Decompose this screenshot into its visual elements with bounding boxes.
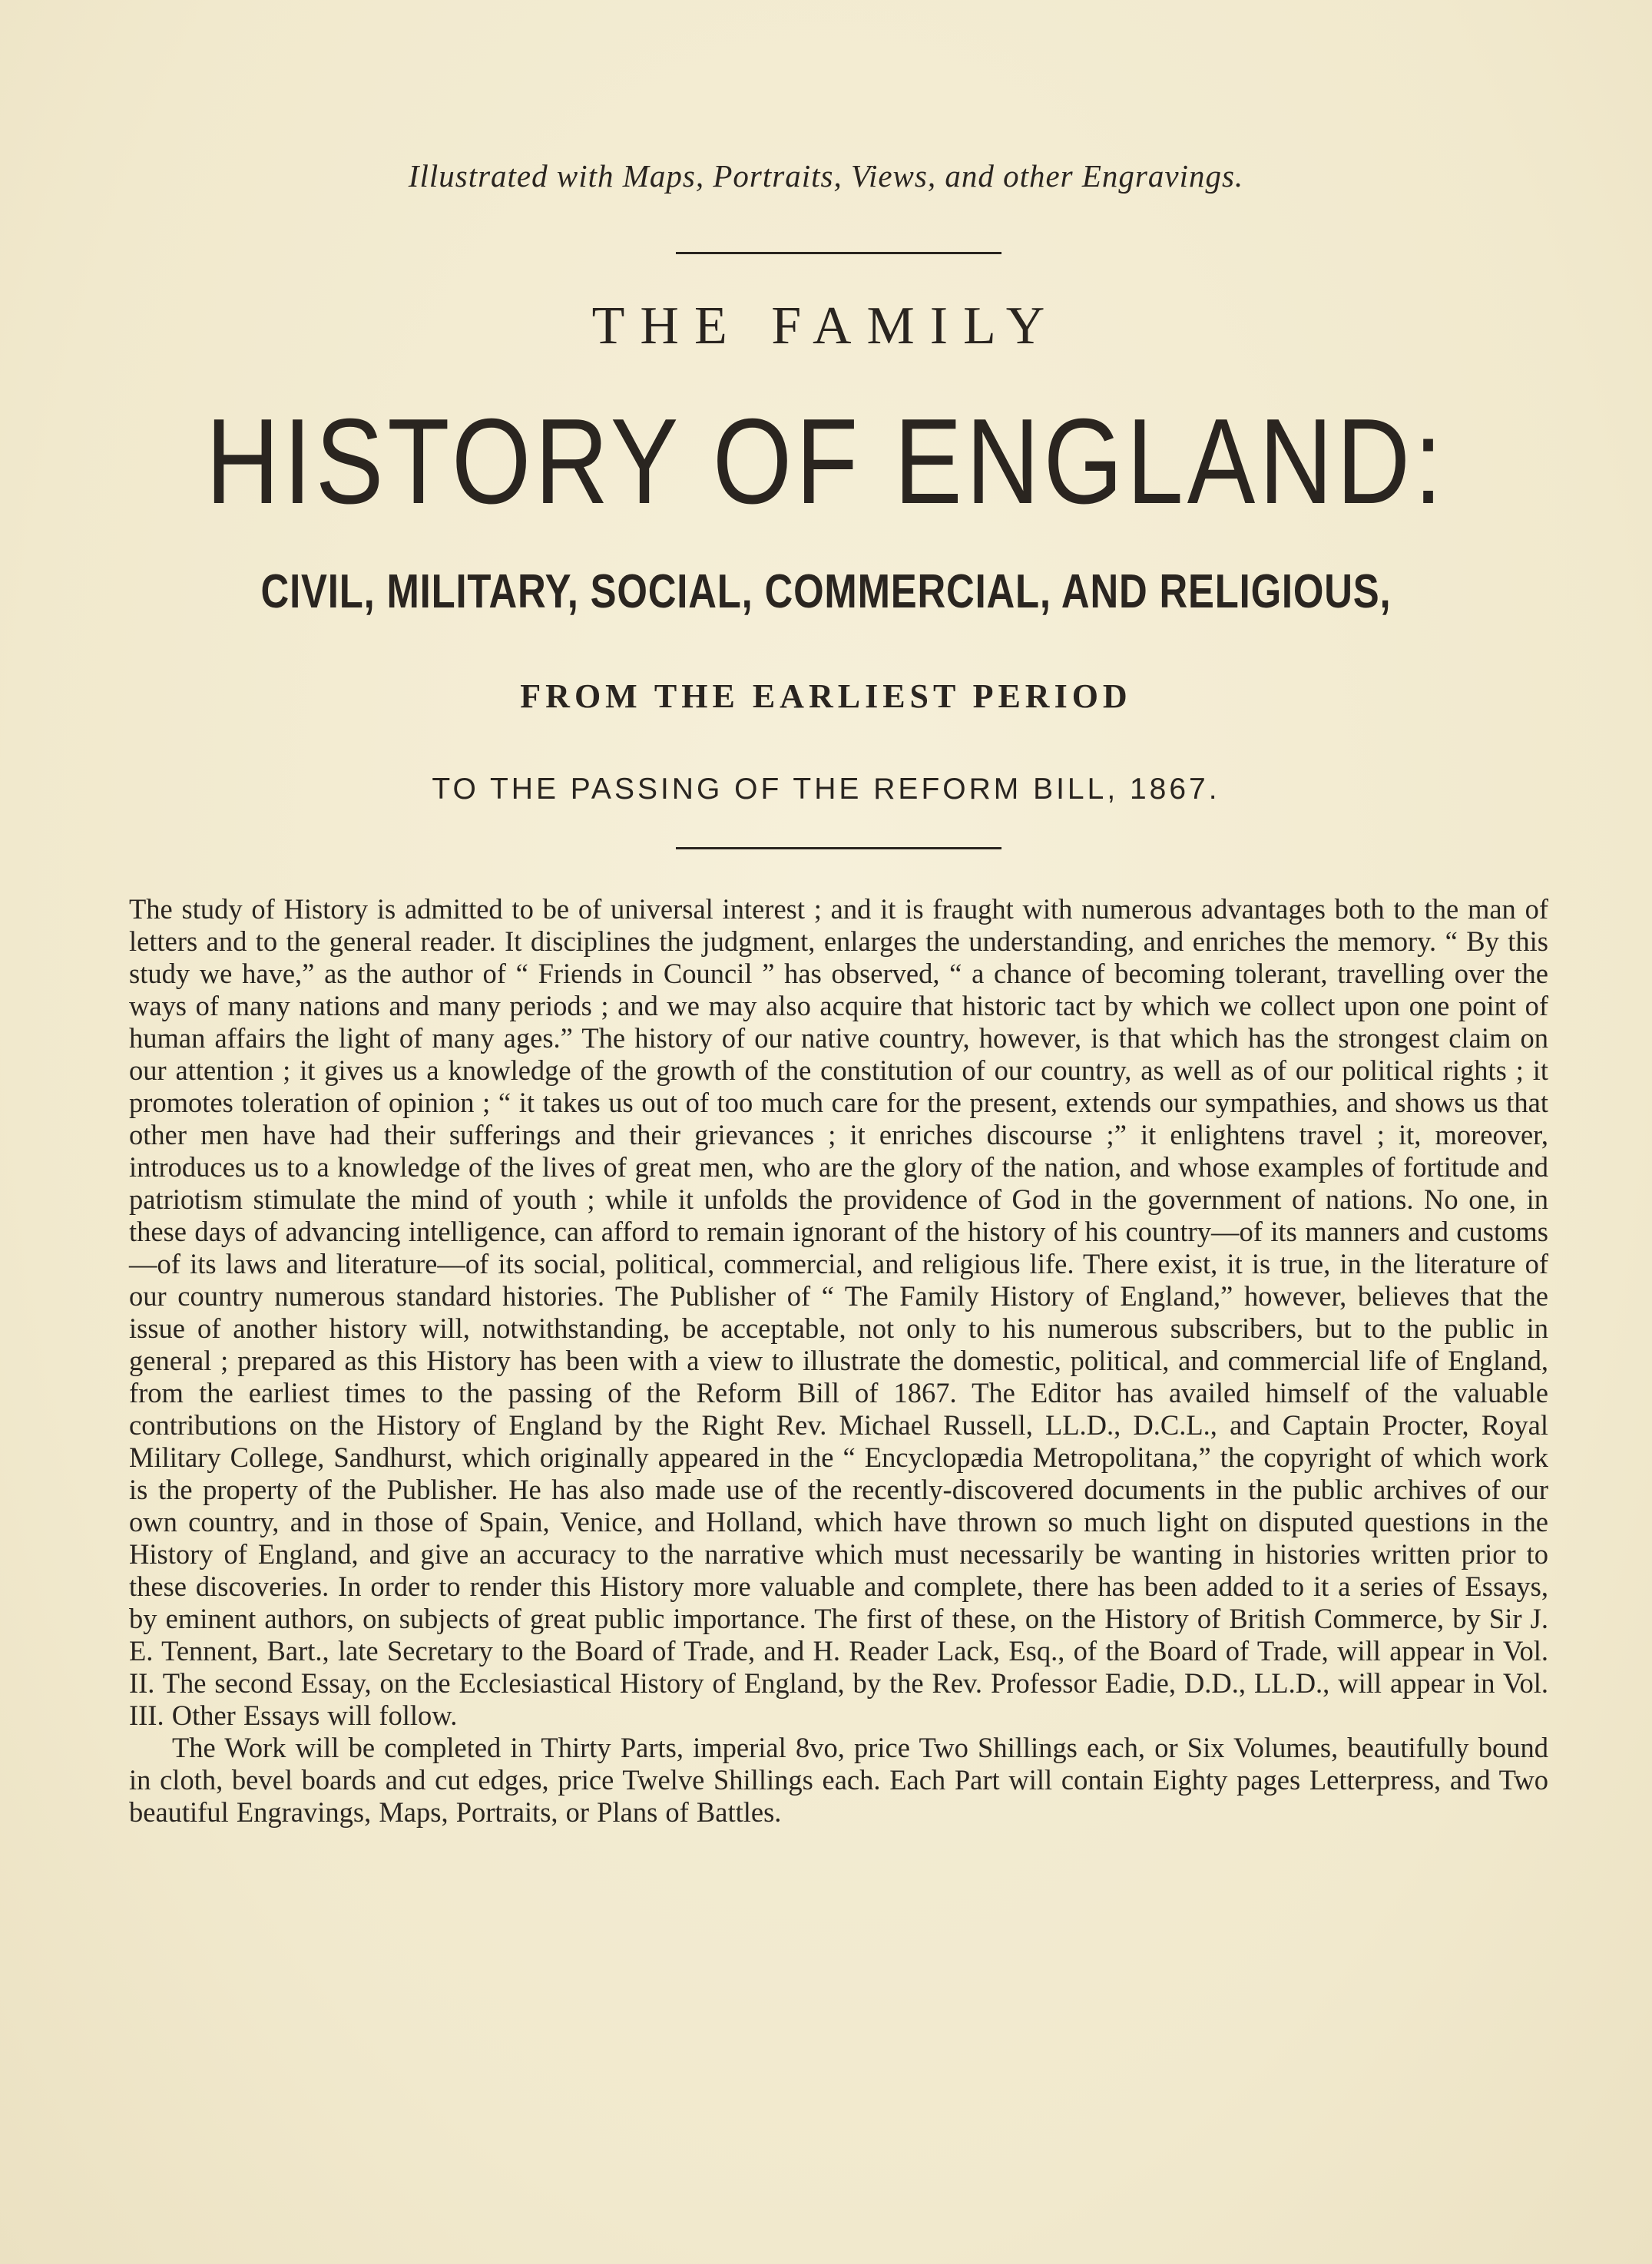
bottom-rule [676,847,1001,849]
main-title: HISTORY OF ENGLAND: [205,394,1447,529]
prospectus-text [129,893,1548,1829]
subtitle-to: TO THE PASSING OF THE REFORM BILL, 1867. [432,773,1220,806]
subtitle-subjects: CIVIL, MILITARY, SOCIAL, COMMERCIAL, AND RELIGIOUS, [260,565,1392,618]
paragraph-2: The Work will be completed in Thirty Parts, imperial 8vo, price Two Shillings each, or Six Volumes, beautifully bound in cloth, bevel boards and cut edges, price Twelve Shillings each. Each Part will contain Eighty pages Letterpress, and Two beautiful Engravings, Maps, Portraits, or Plans of Battles. [129,1732,1548,1828]
subtitle-from: FROM THE EARLIEST PERIOD [520,677,1132,715]
illustrated-note: Illustrated with Maps, Portraits, Views, and other Engravings. [408,158,1244,194]
paragraph-1: The study of History is admitted to be of universal interest ; and it is fraught with numerous advantages both to the man of letters and to the general reader. It disciplines the judgment, enlarges the understanding, and enriches the memory. “ By this study we have,” as the author of “ Friends in Council ” has observed, “ a chance of becoming tolerant, travelling over the ways of many nations and many periods ; and we may also acquire that historic tact by which we collect upon one point of human affairs the light of many ages.” The history of our native country, however, is that which has the strongest claim on our attention ; it gives us a knowledge of the growth of the constitution of our country, as well as of our political rights ; it promotes toleration of opinion ; “ it takes us out of too much care for the present, extends our sympathies, and shows us that other men have had their sufferings and their grievances ; it enriches discourse ;” it enlightens travel ; it, moreover, introduces us to a knowledge of the lives of great men, who are the glory of the nation, and whose examples of fortitude and patriotism stimulate the mind of youth ; while it unfolds the providence of God in the government of nations. No one, in these days of advancing intelligence, can afford to remain ignorant of the history of his country—of its manners and customs—of its laws and literature—of its social, political, commercial, and religious life. There exist, it is true, in the literature of our country numerous standard histories. The Publisher of “ The Family History of England,” however, believes that the issue of another history will, notwithstanding, be acceptable, not only to his numerous subscribers, but to the public in general ; prepared as this History has been with a view to illustrate the domestic, political, and commercial life of England, from the earliest times to the passing of the Reform Bill of 1867. The Editor has availed himself of the valuable contributions on the History of England by the Right Rev. Michael Russell, LL.D., D.C.L., and Captain Procter, Royal Military College, Sandhurst, which originally appeared in the “ Encyclopædia Metropolitana,” the copyright of which work is the property of the Publisher. He has also made use of the recently-discovered documents in the public archives of our own country, and in those of Spain, Venice, and Holland, which have thrown so much light on disputed questions in the History of England, and give an accuracy to the narrative which must necessarily be wanting in histories written prior to these discoveries. In order to render this History more valuable and complete, there has been added to it a series of Essays, by eminent authors, on subjects of great public importance. The first of these, on the History of British Commerce, by Sir J. E. Tennent, Bart., late Secretary to the Board of Trade, and H. Reader Lack, Esq., of the Board of Trade, will appear in Vol. II. The second Essay, on the Ecclesiastical History of England, by the Rev. Professor Eadie, D.D., LL.D., will appear in Vol. III. Other Essays will follow. [129,893,1548,1731]
title-line-1: THE FAMILY [591,296,1061,356]
top-rule [676,252,1001,254]
